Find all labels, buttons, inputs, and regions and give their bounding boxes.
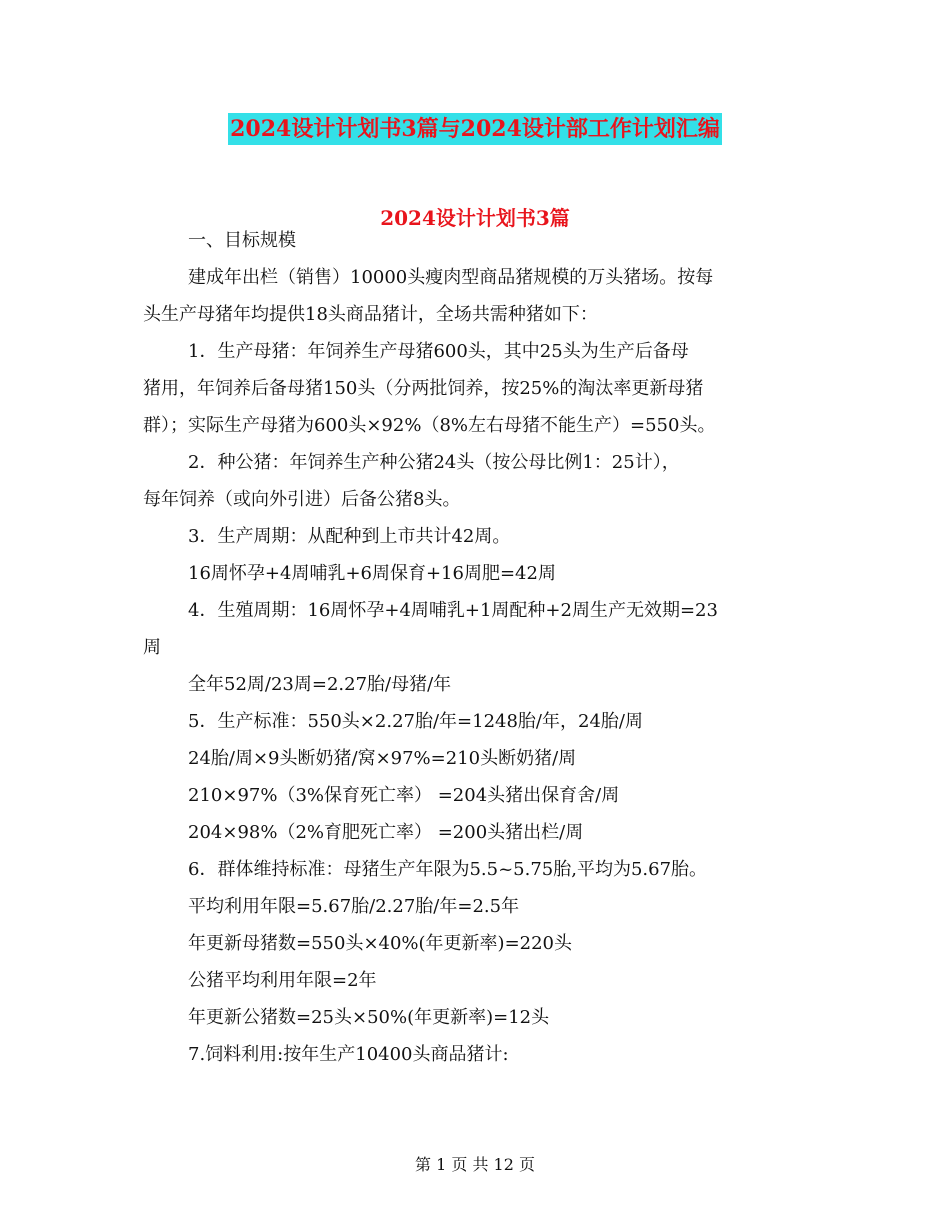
- text-line: 群）；实际生产母猪为600头×92%（8%左右母猪不能生产）=550头。: [143, 415, 716, 436]
- text-line: 全年52周/23周=2.27胎/母猪/年: [188, 674, 452, 695]
- body-text: [143, 222, 813, 1073]
- text-line: 6．群体维持标准：母猪生产年限为5.5~5.75胎,平均为5.67胎。: [188, 859, 708, 880]
- text-line: 2．种公猪：年饲养生产种公猪24头（按公母比例1：25计），: [188, 452, 680, 473]
- text-line: 年更新母猪数=550头×40%(年更新率)=220头: [188, 933, 573, 954]
- text-line: 3．生产周期：从配种到上市共计42周。: [188, 526, 511, 547]
- text-line: 建成年出栏（销售）10000头瘦肉型商品猪规模的万头猪场。按每: [188, 267, 714, 288]
- text-line: 4．生殖周期：16周怀孕+4周哺乳+1周配种+2周生产无效期=23: [188, 600, 718, 621]
- section-title: 2024设计计划书3篇: [380, 206, 570, 230]
- text-line: 204×98%（2%育肥死亡率） =200头猪出栏/周: [188, 822, 584, 843]
- text-line: 头生产母猪年均提供18头商品猪计，全场共需种猪如下：: [143, 304, 598, 325]
- main-title-container: [0, 113, 950, 145]
- text-line: 公猪平均利用年限=2年: [188, 970, 377, 991]
- text-line: 猪用，年饲养后备母猪150头（分两批饲养，按25%的淘汰率更新母猪: [143, 378, 704, 399]
- page-footer: 第 1 页 共 12 页: [415, 1155, 535, 1174]
- text-line: 平均利用年限=5.67胎/2.27胎/年=2.5年: [188, 896, 520, 917]
- text-line: 每年饲养（或向外引进）后备公猪8头。: [143, 489, 461, 510]
- text-line: 24胎/周×9头断奶猪/窝×97%=210头断奶猪/周: [188, 748, 577, 769]
- text-line: 1．生产母猪：年饲养生产母猪600头，其中25头为生产后备母: [188, 341, 689, 362]
- text-line: 年更新公猪数=25头×50%(年更新率)=12头: [188, 1007, 550, 1028]
- text-line: 7.饲料利用:按年生产10400头商品猪计:: [188, 1044, 509, 1065]
- text-line: 16周怀孕+4周哺乳+6周保育+16周肥=42周: [188, 563, 556, 584]
- main-title: 2024设计计划书3篇与2024设计部工作计划汇编: [228, 113, 722, 145]
- text-line: 5．生产标准：550头×2.27胎/年=1248胎/年，24胎/周: [188, 711, 643, 732]
- text-line: 一、目标规模: [188, 230, 296, 251]
- text-line: 周: [143, 637, 161, 658]
- text-line: 210×97%（3%保育死亡率） =204头猪出保育舍/周: [188, 785, 620, 806]
